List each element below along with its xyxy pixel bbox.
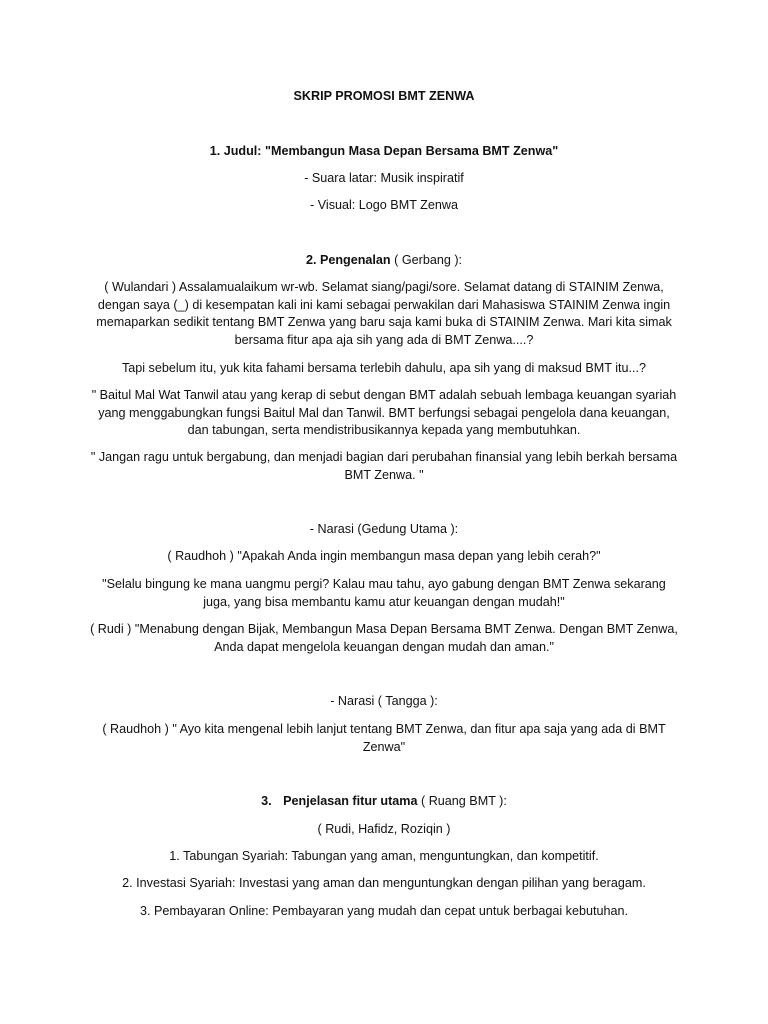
section-3-heading-location: ( Ruang BMT ): [417, 794, 507, 808]
narasi-gedung-paragraph-2: "Selalu bingung ke mana uangmu pergi? Kalau mau tahu, ayo gabung dengan BMT Zenwa sekarang juga, yang bisa membantu kamu atur keuangan dengan mudah!" [102, 577, 666, 609]
narasi-gedung-paragraph-1: ( Raudhoh ) "Apakah Anda ingin membangun masa depan yang lebih cerah?" [167, 549, 601, 563]
section-2-heading [88, 252, 680, 270]
section-3-heading-bold: Penjelasan fitur utama [283, 794, 418, 808]
narasi-tangga-paragraph-1: ( Raudhoh ) " Ayo kita mengenal lebih lanjut tentang BMT Zenwa, dan fitur apa saja yang ada di BMT Zenwa" [102, 722, 666, 754]
document-title: SKRIP PROMOSI BMT ZENWA [293, 89, 475, 103]
pengenalan-paragraph-3: " Baitul Mal Wat Tanwil atau yang kerap di sebut dengan BMT adalah sebuah lembaga keuangan syariah yang menggabungkan fungsi Baitul Mal dan Tanwil. BMT berfungsi sebagai pengelola dana keuangan, dan tabungan, serta mendistribusikannya kepada yang membutuhkan. [91, 388, 677, 437]
pengenalan-paragraph-2: Tapi sebelum itu, yuk kita fahami bersama terlebih dahulu, apa sih yang di maksud BMT itu...? [121, 361, 647, 375]
pengenalan-paragraph-1: ( Wulandari ) Assalamualaikum wr-wb. Selamat siang/pagi/sore. Selamat datang di STAINIM Zenwa, dengan saya (_) di kesempatan kali ini kami sebagai perwakilan dari Mahasiswa STAINIM Zenwa ingin memaparkan sedikit tentang BMT Zenwa yang baru saja kami buka di STAINIM Zenwa. Mari kita simak bersama fitur apa aja sih yang ada di BMT Zenwa....? [96, 280, 672, 347]
feature-item-2: 2. Investasi Syariah: Investasi yang aman dan menguntungkan dengan pilihan yang beragam. [122, 876, 646, 890]
feature-item-3: 3. Pembayaran Online: Pembayaran yang mudah dan cepat untuk berbagai kebutuhan. [140, 904, 628, 918]
suara-latar-line: - Suara latar: Musik inspiratif [304, 171, 464, 185]
section-2-heading-location: ( Gerbang ): [390, 253, 463, 267]
section-2-heading-bold: 2. Pengenalan [305, 253, 391, 267]
feature-item-1: 1. Tabungan Syariah: Tabungan yang aman, menguntungkan, dan kompetitif. [169, 849, 599, 863]
section-1-heading: 1. Judul: "Membangun Masa Depan Bersama BMT Zenwa" [209, 144, 559, 158]
pengenalan-paragraph-4: " Jangan ragu untuk bergabung, dan menjadi bagian dari perubahan finansial yang lebih berkah bersama BMT Zenwa. " [90, 450, 678, 482]
visual-line: - Visual: Logo BMT Zenwa [310, 198, 458, 212]
narasi-gedung-paragraph-3: ( Rudi ) "Menabung dengan Bijak, Membangun Masa Depan Bersama BMT Zenwa. Dengan BMT Zenwa, Anda dapat mengelola keuangan dengan mudah dan aman." [90, 622, 678, 654]
section-3-speakers: ( Rudi, Hafidz, Roziqin ) [317, 822, 451, 836]
narasi-gedung-heading: - Narasi (Gedung Utama ): [309, 522, 459, 536]
section-3-heading [88, 793, 680, 811]
narasi-tangga-heading: - Narasi ( Tangga ): [330, 694, 438, 708]
section-3-number: 3. [261, 794, 272, 808]
